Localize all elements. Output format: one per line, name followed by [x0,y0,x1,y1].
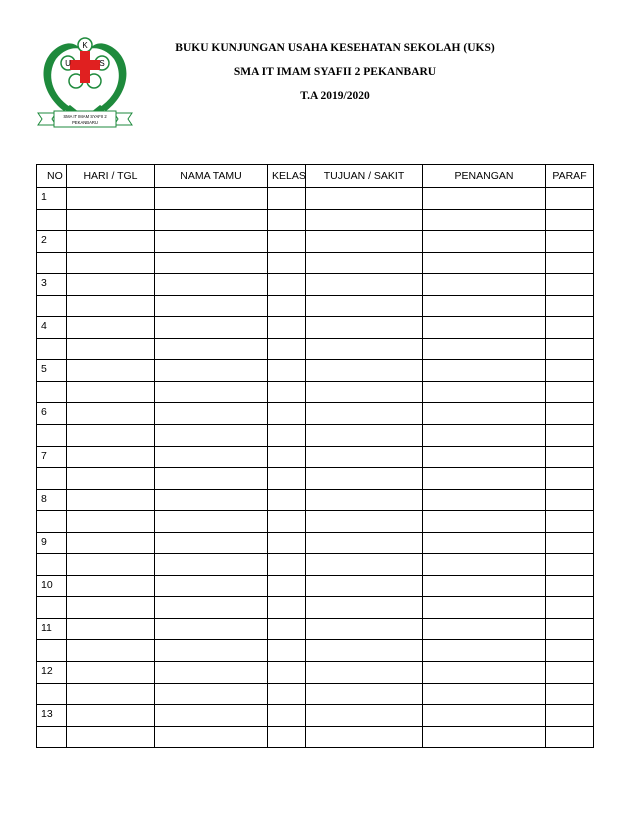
row-number-cell [37,425,67,447]
table-cell [546,338,594,360]
table-cell [546,381,594,403]
table-cell [155,274,268,296]
table-cell [155,252,268,274]
table-cell [67,511,155,533]
table-row [37,360,594,382]
table-cell [423,468,546,490]
col-header-signature: PARAF [546,165,594,188]
row-number-cell: 2 [37,231,67,253]
table-cell [155,532,268,554]
table-cell [268,532,306,554]
table-cell [67,618,155,640]
table-cell [306,489,423,511]
table-cell [67,188,155,210]
table-cell [155,597,268,619]
table-cell [306,597,423,619]
table-row [37,640,594,662]
table-cell [306,295,423,317]
table-row [37,188,594,210]
col-header-guest-name: NAMA TAMU [155,165,268,188]
table-cell [67,446,155,468]
row-number-cell [37,468,67,490]
table-header-row [37,165,594,188]
table-cell [268,597,306,619]
table-cell [423,575,546,597]
table-cell [306,532,423,554]
table-row [37,274,594,296]
table-cell [155,489,268,511]
table-cell [306,252,423,274]
table-cell [306,403,423,425]
table-cell [155,683,268,705]
table-cell [268,338,306,360]
table-cell [67,640,155,662]
table-cell [306,274,423,296]
table-row [37,252,594,274]
table-row [37,618,594,640]
table-cell [306,338,423,360]
table-cell [423,705,546,727]
header-school: SMA IT IMAM SYAFII 2 PEKANBARU [233,66,437,78]
logo-ribbon-line2: PEKANBARU [72,120,98,125]
table-cell [546,662,594,684]
table-body [37,188,594,748]
visit-log-table [36,164,594,748]
table-cell [67,425,155,447]
table-row [37,338,594,360]
table-cell [155,209,268,231]
table-cell [546,446,594,468]
table-row [37,381,594,403]
table-cell [306,618,423,640]
table-cell [155,662,268,684]
table-cell [155,554,268,576]
table-cell [423,726,546,748]
table-cell [423,360,546,382]
table-cell [423,231,546,253]
table-cell [546,489,594,511]
table-cell [268,446,306,468]
table-cell [268,360,306,382]
row-number-cell [37,209,67,231]
table-cell [306,705,423,727]
logo-letter-k: K [82,41,88,50]
table-cell [67,532,155,554]
table-cell [268,640,306,662]
table-cell [268,403,306,425]
table-cell [268,425,306,447]
table-cell [155,640,268,662]
table-cell [268,231,306,253]
table-cell [306,640,423,662]
table-cell [546,532,594,554]
table-cell [67,403,155,425]
table-cell [546,360,594,382]
table-cell [546,640,594,662]
row-number-cell [37,554,67,576]
table-cell [268,554,306,576]
row-number-cell [37,511,67,533]
table-cell [423,295,546,317]
table-cell [155,338,268,360]
table-cell [306,468,423,490]
row-number-cell [37,338,67,360]
row-number-cell: 9 [37,532,67,554]
row-number-cell [37,726,67,748]
table-row [37,295,594,317]
table-cell [67,317,155,339]
table-cell [268,489,306,511]
table-cell [67,705,155,727]
table-cell [67,360,155,382]
table-cell [268,252,306,274]
table-cell [423,554,546,576]
table-row [37,425,594,447]
table-cell [155,295,268,317]
table-row [37,489,594,511]
table-cell [155,726,268,748]
col-header-handling: PENANGAN [423,165,546,188]
table-row [37,317,594,339]
table-row [37,662,594,684]
table-row [37,705,594,727]
table-cell [546,425,594,447]
table-cell [423,597,546,619]
table-cell [306,511,423,533]
table-cell [423,209,546,231]
table-cell [423,403,546,425]
row-number-cell [37,252,67,274]
table-cell [67,381,155,403]
table-cell [423,381,546,403]
table-cell [423,317,546,339]
table-row [37,511,594,533]
table-cell [306,446,423,468]
table-cell [546,295,594,317]
table-cell [546,317,594,339]
uks-logo [34,33,136,133]
table-cell [268,575,306,597]
row-number-cell: 13 [37,705,67,727]
table-cell [155,511,268,533]
table-cell [423,252,546,274]
table-row [37,575,594,597]
table-cell [546,705,594,727]
table-cell [423,188,546,210]
row-number-cell [37,597,67,619]
table-cell [546,683,594,705]
row-number-cell: 4 [37,317,67,339]
table-cell [306,317,423,339]
table-cell [268,618,306,640]
table-cell [546,231,594,253]
table-cell [306,662,423,684]
table-cell [546,511,594,533]
table-cell [423,683,546,705]
table-cell [306,209,423,231]
table-cell [306,726,423,748]
table-cell [423,662,546,684]
table-cell [423,425,546,447]
row-number-cell: 10 [37,575,67,597]
table-row [37,403,594,425]
row-number-cell: 7 [37,446,67,468]
table-cell [67,597,155,619]
document-header [130,36,540,108]
col-header-purpose: TUJUAN / SAKIT [306,165,423,188]
table-cell [546,618,594,640]
table-cell [155,188,268,210]
table-cell [268,381,306,403]
table-row [37,446,594,468]
table-cell [306,683,423,705]
table-row [37,597,594,619]
table-cell [268,295,306,317]
table-cell [268,726,306,748]
row-number-cell: 11 [37,618,67,640]
table-cell [306,231,423,253]
row-number-cell [37,683,67,705]
table-cell [546,468,594,490]
table-cell [268,188,306,210]
table-cell [306,188,423,210]
table-cell [423,511,546,533]
row-number-cell: 3 [37,274,67,296]
table-cell [67,295,155,317]
table-cell [155,468,268,490]
table-cell [268,705,306,727]
table-cell [155,403,268,425]
logo-ribbon-line1: SMA IT IMAM SYAFII 2 [63,114,107,119]
table-cell [268,511,306,533]
table-row [37,683,594,705]
row-number-cell: 1 [37,188,67,210]
table-cell [546,403,594,425]
table-cell [546,252,594,274]
table-cell [67,726,155,748]
table-cell [67,209,155,231]
table-cell [67,489,155,511]
table-cell [423,338,546,360]
header-title: BUKU KUNJUNGAN USAHA KESEHATAN SEKOLAH (UKS) [175,42,495,54]
row-number-cell: 8 [37,489,67,511]
row-number-cell [37,640,67,662]
row-number-cell: 6 [37,403,67,425]
table-cell [306,425,423,447]
table-cell [546,726,594,748]
table-cell [67,274,155,296]
col-header-no: NO [37,165,67,188]
table-cell [67,468,155,490]
table-cell [268,468,306,490]
table-cell [546,597,594,619]
table-cell [546,554,594,576]
row-number-cell [37,295,67,317]
table-cell [423,274,546,296]
table-cell [67,252,155,274]
table-cell [155,317,268,339]
row-number-cell: 12 [37,662,67,684]
col-header-date: HARI / TGL [67,165,155,188]
table-cell [155,381,268,403]
table-cell [67,554,155,576]
table-cell [155,360,268,382]
logo-letter-s: S [99,59,105,68]
logo-letter-u: U [65,59,71,68]
table-cell [268,317,306,339]
table-row [37,468,594,490]
table-cell [306,554,423,576]
table-cell [423,489,546,511]
col-header-class: KELAS [268,165,306,188]
table-cell [306,575,423,597]
table-row [37,726,594,748]
table-cell [268,662,306,684]
row-number-cell: 5 [37,360,67,382]
table-cell [306,360,423,382]
table-cell [423,618,546,640]
table-cell [268,209,306,231]
table-cell [546,188,594,210]
table-cell [155,425,268,447]
table-cell [306,381,423,403]
table-cell [546,575,594,597]
table-cell [67,683,155,705]
table-row [37,209,594,231]
table-cell [155,446,268,468]
table-cell [423,446,546,468]
table-cell [268,274,306,296]
table-cell [67,338,155,360]
table-row [37,554,594,576]
table-row [37,231,594,253]
table-cell [546,209,594,231]
table-cell [67,662,155,684]
header-year: T.A 2019/2020 [300,90,370,102]
table-cell [423,532,546,554]
table-cell [155,705,268,727]
table-cell [155,575,268,597]
table-cell [155,618,268,640]
row-number-cell [37,381,67,403]
table-cell [67,575,155,597]
table-cell [155,231,268,253]
table-row [37,532,594,554]
table-cell [67,231,155,253]
table-cell [268,683,306,705]
table-cell [546,274,594,296]
table-cell [423,640,546,662]
